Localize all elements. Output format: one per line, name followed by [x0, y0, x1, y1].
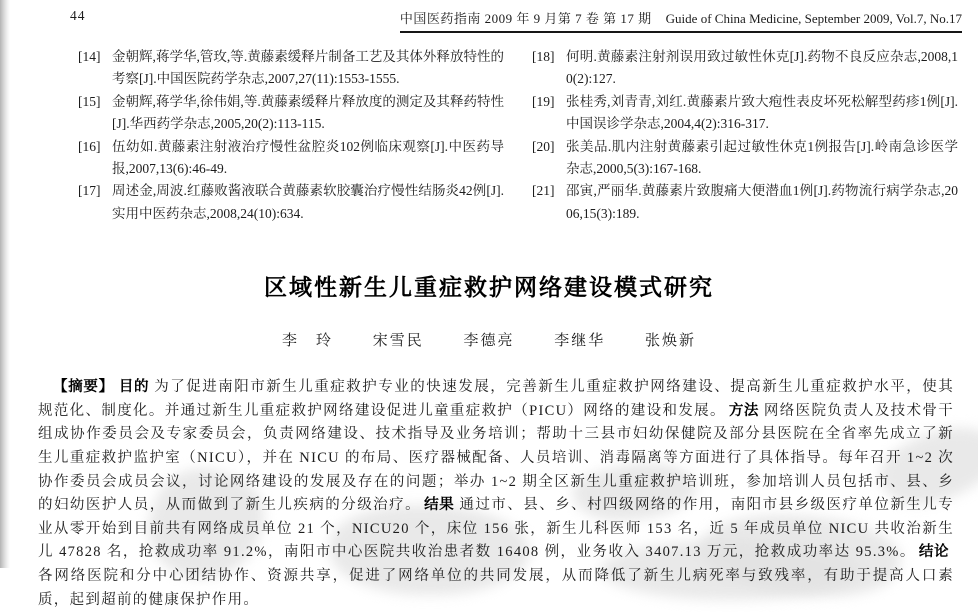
author-name: 李 玲: [281, 333, 333, 350]
reference-number: [14]: [78, 49, 101, 64]
reference-text: 邵寅,严丽华.黄藤素片致腹痛大便潜血1例[J].药物流行病学杂志,2006,15(3):189.: [566, 183, 958, 221]
reference-item: [532, 91, 958, 136]
reference-item: [532, 46, 958, 91]
abstract-methods-text: 网络医院负责人及技术骨干组成协作委员会及专家委员会，负责网络建设、技术指导及业务培训；帮助十三县市妇幼保健院及部分县医院在全省率先成立了新生儿重症救护监护室（NICU），并在 NICU 的布局、医疗器械配备、人员培训、消毒隔离等方面进行了具体指导。每年召开 1~2 次协作委员会成员会议，讨论网络建设的发展及存在的问题；举办 1~2 期全区新生儿重症救护培训班，参加培训人员包括市、县、乡的妇幼医护人员，从而做到了新生儿疾病的分级治疗。: [38, 402, 954, 514]
abstract-objective-text: 为了促进南阳市新生儿重症救护专业的快速发展，完善新生儿重症救护网络建设、提高新生儿重症救护水平，使其规范化、制度化。并通过新生儿重症救护网络建设促进儿童重症救护（PICU）网络的建设和发展。: [38, 379, 955, 419]
abstract-section-label-results: 结果: [424, 497, 455, 514]
journal-masthead: [400, 8, 962, 33]
references-right-column: [532, 46, 958, 225]
reference-item: [78, 91, 504, 136]
page-number: 44: [70, 8, 86, 23]
reference-number: [18]: [532, 49, 555, 64]
journal-title-cn: 中国医药指南 2009 年 9 月第 7 卷 第 17 期: [399, 11, 652, 26]
reference-number: [20]: [532, 138, 555, 154]
abstract-section-label-methods: 方法: [728, 402, 759, 419]
reference-number: [17]: [78, 183, 101, 199]
reference-text: 何明.黄藤素注射剂误用致过敏性休克[J].药物不良反应杂志,2008,10(2):127.: [566, 49, 958, 87]
reference-text: 金朝辉,蒋学华,管玫,等.黄藤素缓释片制备工艺及其体外释放特性的考察[J].中国医院药学杂志,2007,27(11):1553-1555.: [112, 49, 504, 87]
abstract-label: 【摘要】: [53, 379, 114, 396]
abstract-section-label-objective: 目的: [118, 379, 150, 396]
abstract-results-text: 通过市、县、乡、村四级网络的作用，南阳市县乡级医疗单位新生儿专业从零开始到目前共有网络成员单位 21 个，NICU20 个，床位 156 张，新生儿科医师 153 名，近 5 年成员单位 NICU 共收治新生儿 47828 名，抢救成功率 91.2%，南阳市中心医院共收治患者数 16408 例，业务收入 3407.13 万元，抢救成功率达 95.3%。: [38, 497, 955, 561]
references-section: [78, 46, 958, 225]
reference-item: [78, 180, 504, 225]
reference-text: 张美品.肌内注射黄藤素引起过敏性休克1例报告[J].岭南急诊医学杂志,2000,5(3):167-168.: [566, 138, 958, 177]
reference-text: 周述金,周波.红藤败酱液联合黄藤素软胶囊治疗慢性结肠炎42例[J].实用中医药杂志,2008,24(10):634.: [112, 183, 504, 221]
abstract-paragraph: [38, 376, 954, 612]
reference-number: [15]: [78, 93, 101, 109]
reference-item: [532, 180, 958, 225]
article-title: 区域性新生儿重症救护网络建设模式研究: [264, 274, 714, 301]
reference-number: [16]: [78, 138, 101, 154]
reference-text: 伍幼如.黄藤素注射液治疗慢性盆腔炎102例临床观察[J].中医药导报,2007,13(6):46-49.: [112, 138, 504, 177]
references-left-column: [78, 46, 504, 225]
author-name: 李继华: [554, 333, 606, 350]
reference-number: [19]: [532, 93, 555, 109]
reference-item: [532, 136, 958, 181]
reference-text: 金朝辉,蒋学华,徐伟娟,等.黄藤素缓释片释放度的测定及其释药特性[J].华西药学杂志,2005,20(2):113-115.: [112, 93, 504, 132]
reference-number: [21]: [532, 183, 555, 199]
author-name: 张焕新: [645, 333, 697, 350]
reference-item: [78, 46, 504, 91]
reference-text: 张桂秀,刘青青,刘红.黄藤素片致大疱性表皮坏死松解型药疹1例[J].中国误诊学杂志,2004,4(2):316-317.: [566, 93, 958, 132]
author-name: 宋雪民: [372, 333, 424, 350]
authors-line: [0, 329, 978, 350]
abstract-conclusion-text: 各网络医院和分中心团结协作、资源共享，促进了网络单位的共同发展，从而降低了新生儿病死率与致残率，有助于提高人口素质，起到超前的健康保护作用。: [38, 568, 954, 608]
reference-item: [78, 136, 504, 181]
page-header: [0, 0, 978, 33]
journal-title-en: Guide of China Medicine, September 2009, Vol.7, No.17: [665, 11, 962, 26]
abstract-section-label-conclusion: 结论: [918, 544, 950, 561]
author-name: 李德亮: [463, 333, 515, 350]
